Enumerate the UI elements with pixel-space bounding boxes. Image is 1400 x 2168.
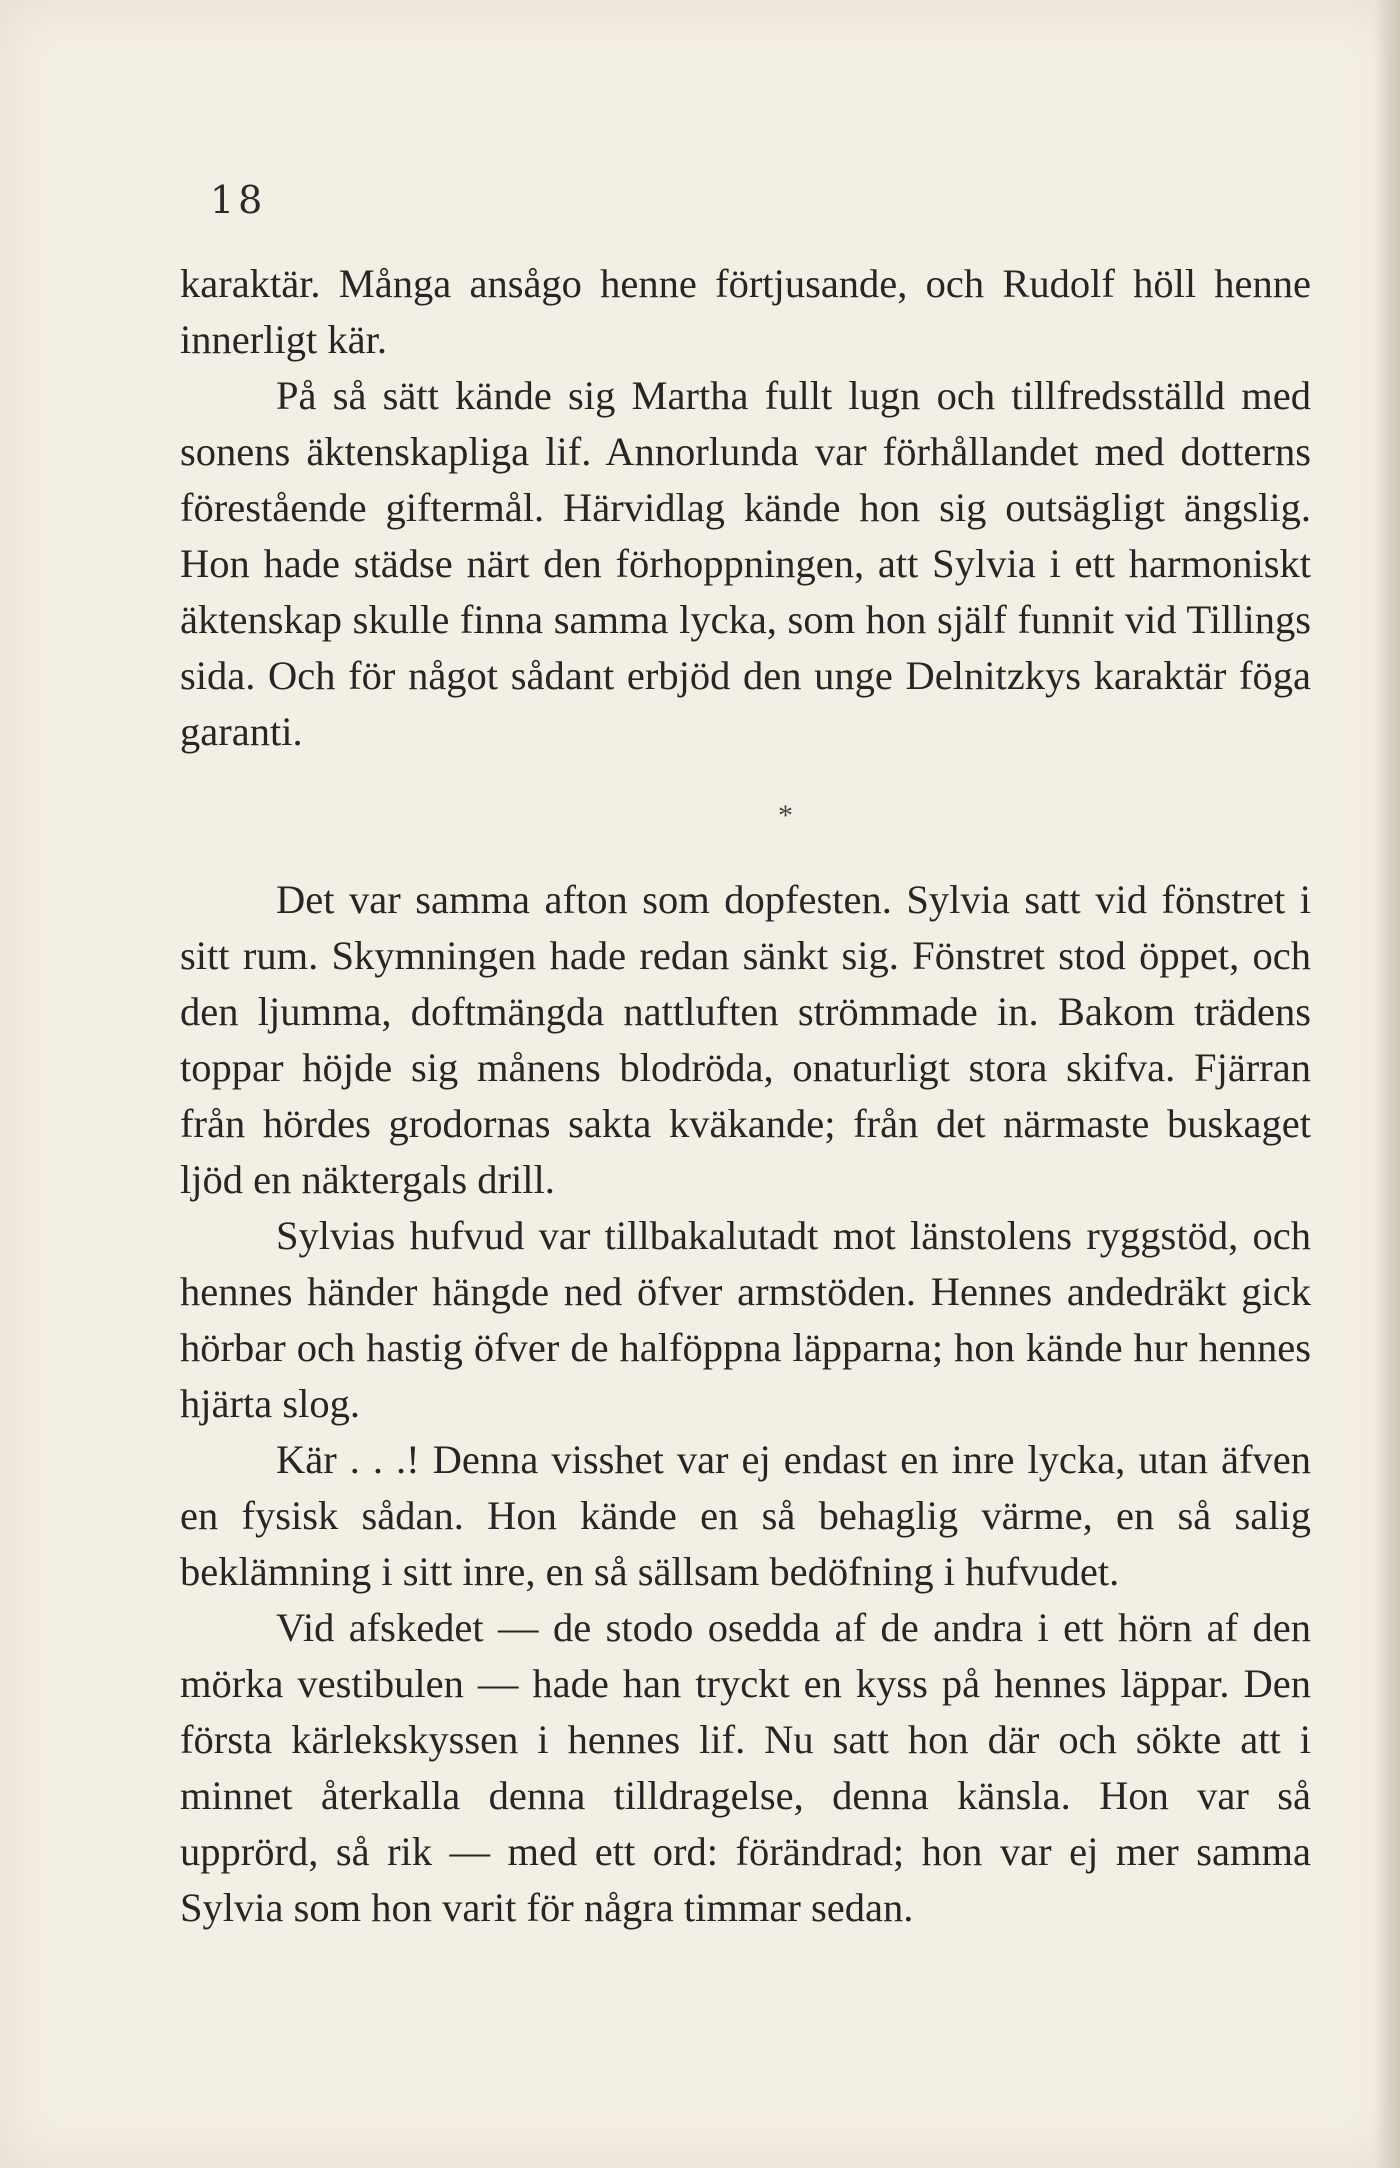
paragraph: Sylvias hufvud var tillbakalutadt mot länstolens ryggstöd, och hennes händer hängde ned öfver armstöden. Hennes andedräkt gick hörbar och hastig öfver de halföppna läpparna; hon kände hur hennes hjärta slog. [180, 1213, 1311, 1426]
paragraph: Det var samma afton som dopfesten. Sylvia satt vid fönstret i sitt rum. Skymningen hade redan sänkt sig. Fönstret stod öppet, och den ljumma, doftmängda nattluften strömmade in. Bakom trädens toppar höjde sig månens blodröda, onaturligt stora skifva. Fjärran från hördes grodornas sakta kväkande; från det närmaste buskaget ljöd en näktergals drill. [180, 877, 1311, 1202]
paragraph: Kär . . .! Denna visshet var ej endast en inre lycka, utan äfven en fysisk sådan. Hon kände en så behaglig värme, en så salig beklämning i sitt inre, en så sällsam bedöfning i hufvudet. [180, 1437, 1311, 1594]
paragraph: Vid afskedet — de stodo osedda af de andra i ett hörn af den mörka vestibulen — hade han tryckt en kyss på hennes läppar. Den första kärlekskyssen i hennes lif. Nu satt hon där och sökte att i minnet återkalla denna tilldragelse, denna känsla. Hon var så upprörd, så rik — med ett ord: förändrad; hon var ej mer samma Sylvia som hon varit för några timmar sedan. [180, 1605, 1311, 1930]
page-edge [1374, 0, 1400, 2168]
body-text [180, 256, 1311, 1936]
paragraph: karaktär. Många ansågo henne förtjusande, och Rudolf höll henne innerligt kär. [180, 261, 1311, 362]
section-separator: * [778, 799, 793, 832]
paragraph: På så sätt kände sig Martha fullt lugn och tillfredsställd med sonens äktenskapliga lif. Annorlunda var förhållandet med dotterns förestående giftermål. Härvidlag kände hon sig outsägligt ängslig. Hon hade städse närt den förhoppningen, att Sylvia i ett harmoniskt äktenskap skulle finna samma lycka, som hon själf funnit vid Tillings sida. Och för något sådant erbjöd den unge Delnitzkys karaktär föga garanti. [180, 373, 1311, 754]
page-number: 18 [210, 178, 267, 222]
